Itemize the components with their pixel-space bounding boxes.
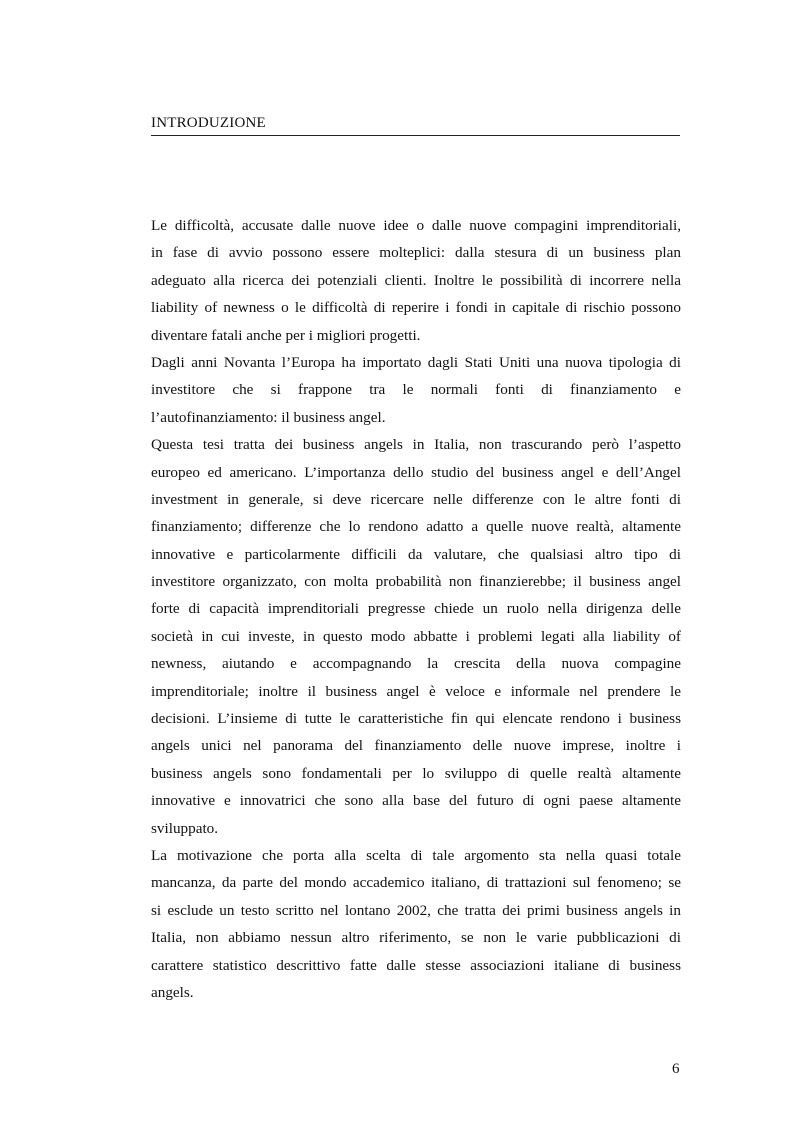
text-line: diventare fatali anche per i migliori progetti. <box>151 326 421 344</box>
text-line: innovative e innovatrici che sono alla base del futuro di ogni paese altamente <box>151 792 681 810</box>
text-line: Questa tesi tratta dei business angels in Italia, non trascurando però l’aspetto <box>151 436 681 454</box>
page-number: 6 <box>672 1061 680 1077</box>
page-header <box>151 113 680 136</box>
text-line: business angels sono fondamentali per lo sviluppo di quelle realtà altamente <box>151 764 681 782</box>
text-line: carattere statistico descrittivo fatte dalle stesse associazioni italiane di business <box>151 956 681 974</box>
text-line: angels unici nel panorama del finanziamento delle nuove imprese, inoltre i <box>151 737 681 755</box>
text-line: newness, aiutando e accompagnando la crescita della nuova compagine <box>151 655 681 673</box>
text-line: investitore che si frappone tra le normali fonti di finanziamento e <box>151 381 681 399</box>
text-line: liability of newness o le difficoltà di reperire i fondi in capitale di rischio possono <box>151 299 681 317</box>
text-line: Le difficoltà, accusate dalle nuove idee o dalle nuove compagini imprenditoriali, <box>151 217 681 234</box>
text-line: adeguato alla ricerca dei potenziali clienti. Inoltre le possibilità di incorrere nella <box>151 271 681 289</box>
text-line: angels. <box>151 983 194 1001</box>
text-line: investment in generale, si deve ricercare nelle differenze con le altre fonti di <box>151 490 681 508</box>
text-line: Italia, non abbiamo nessun altro riferimento, se non le varie pubblicazioni di <box>151 929 681 947</box>
text-line: imprenditoriale; inoltre il business angel è veloce e informale nel prendere le <box>151 682 681 700</box>
text-line: La motivazione che porta alla scelta di tale argomento sta nella quasi totale <box>151 846 681 864</box>
text-line: sviluppato. <box>151 819 219 837</box>
text-line: si esclude un testo scritto nel lontano 2002, che tratta dei primi business angels in <box>151 901 681 919</box>
text-line: innovative e particolarmente difficili da valutare, che qualsiasi altro tipo di <box>151 545 681 563</box>
body-text <box>151 215 681 1009</box>
text-line: l’autofinanziamento: il business angel. <box>151 408 386 426</box>
text-line: investitore organizzato, con molta probabilità non finanzierebbe; il business angel <box>151 573 681 591</box>
text-line: finanziamento; differenze che lo rendono adatto a quelle nuove realtà, altamente <box>151 518 681 536</box>
text-line: società in cui investe, in questo modo abbatte i problemi legati alla liability of <box>151 627 681 645</box>
text-line: decisioni. L’insieme di tutte le caratteristiche fin qui elencate rendono i business <box>151 710 681 728</box>
text-line: in fase di avvio possono essere molteplici: dalla stesura di un business plan <box>151 244 681 262</box>
text-line: europeo ed americano. L’importanza dello studio del business angel e dell’Angel <box>151 463 681 481</box>
text-line: Dagli anni Novanta l’Europa ha importato dagli Stati Uniti una nuova tipologia di <box>151 353 681 371</box>
section-title: INTRODUZIONE <box>151 115 266 131</box>
text-line: mancanza, da parte del mondo accademico italiano, di trattazioni sul fenomeno; se <box>151 874 681 892</box>
text-line: forte di capacità imprenditoriali pregresse chiede un ruolo nella dirigenza delle <box>151 600 681 618</box>
